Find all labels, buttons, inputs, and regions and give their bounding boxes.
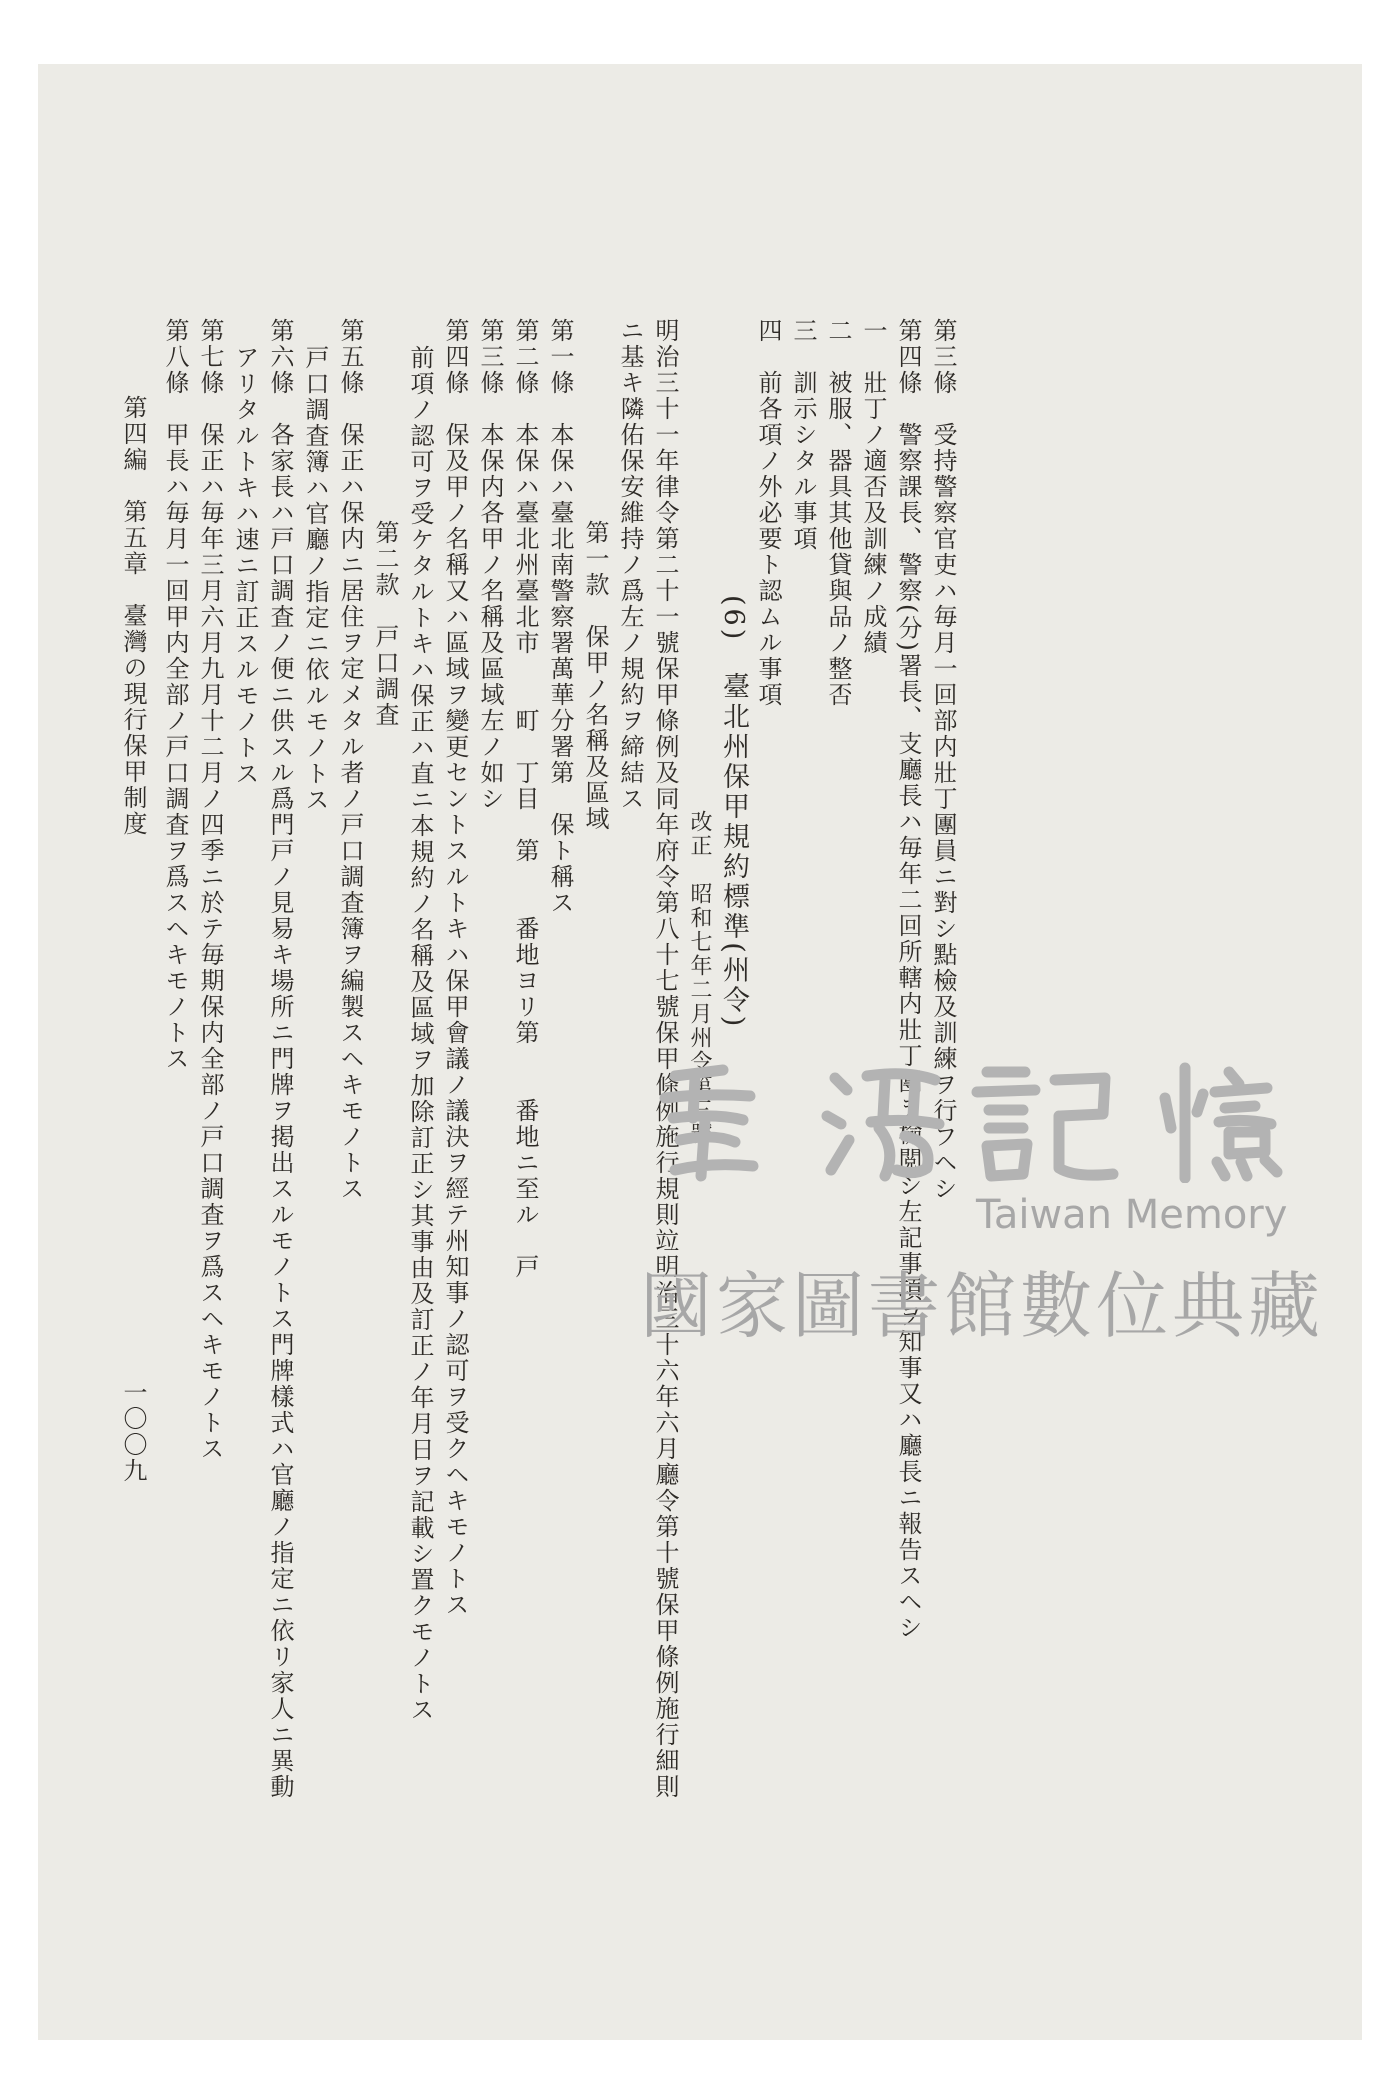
preamble-line-1: 明治三十一年律令第二十一號保甲條例及同年府令第八十七號保甲條例施行規則竝明治三十六年六月廳令第十號保甲條例施行細則 — [651, 318, 679, 1800]
article-3: 第三條 受持警察官吏ハ毎月一回部内壯丁團員ニ對シ點檢及訓練ヲ行フヘシ — [929, 318, 957, 1202]
page-number: 一〇〇九 — [119, 1380, 147, 1484]
watermark-chinese: 國家圖書館數位典藏 — [640, 1264, 1325, 1348]
watermark-calligraphy — [635, 1058, 1305, 1183]
article-2: 第二條 本保ハ臺北州臺北市 町 丁目 第 番地ヨリ第 番地ニ至ル 戸 — [511, 318, 539, 1280]
revision-note: 改正 昭和七年二月州令第三號 — [687, 810, 712, 1146]
article-8: 第八條 甲長ハ毎月一回甲内全部ノ戸口調査ヲ爲スヘキモノトス — [161, 318, 189, 1072]
article-5: 第五條 保正ハ保内ニ居住ヲ定メタル者ノ戸口調査簿ヲ編製スヘキモノトス — [336, 318, 364, 1202]
item-1: 一 壯丁ノ適否及訓練ノ成績 — [859, 318, 887, 656]
item-4: 四 前各項ノ外必要ト認ムル事項 — [754, 318, 782, 708]
article-4b-continued: 前項ノ認可ヲ受ケタルトキハ保正ハ直ニ本規約ノ名稱及區域ヲ加除訂正シ其事由及訂正ノ年月日ヲ記載シ置クモノトス — [406, 345, 434, 1723]
article-7: 第七條 保正ハ毎年三月六月九月十二月ノ四季ニ於テ毎期保内全部ノ戸口調査ヲ爲スヘキモノトス — [196, 318, 224, 1462]
preamble-line-2: ニ基キ隣佑保安維持ノ爲左ノ規約ヲ締結ス — [616, 318, 644, 812]
watermark-english: Taiwan Memory — [976, 1192, 1288, 1238]
article-6: 第六條 各家長ハ戸口調査ノ便ニ供スル爲門戸ノ見易キ場所ニ門牌ヲ掲出スルモノトス門牌樣式ハ官廳ノ指定ニ依リ家人ニ異動 — [266, 318, 294, 1800]
chapter-heading-2: 第二款 戸口調査 — [371, 520, 399, 728]
chapter-heading-1: 第一款 保甲ノ名稱及區域 — [581, 520, 609, 832]
article-6-continued: アリタルトキハ速ニ訂正スルモノトス — [231, 345, 259, 787]
article-4b: 第四條 保及甲ノ名稱又ハ區域ヲ變更セントスルトキハ保甲會議ノ議決ヲ經テ州知事ノ認可ヲ受クヘキモノトス — [441, 318, 469, 1618]
article-3b: 第三條 本保内各甲ノ名稱及區域左ノ如シ — [476, 318, 504, 812]
article-5-continued: 戸口調査簿ハ官廳ノ指定ニ依ルモノトス — [301, 345, 329, 813]
item-3: 三 訓示シタル事項 — [789, 318, 817, 552]
item-2: 二 被服、器具其他貸與品ノ整否 — [824, 318, 852, 708]
running-footer-chapter: 第四編 第五章 臺灣の現行保甲制度 — [119, 395, 147, 837]
article-4: 第四條 警察課長、警察(分)署長、支廳長ハ毎年二回所轄内壯丁團ヲ檢閲シ左記事項ヲ知事又ハ廳長ニ報告スヘシ — [894, 318, 922, 1641]
article-1: 第一條 本保ハ臺北南警察署萬華分署第 保ト稱ス — [546, 318, 574, 916]
section-title: (6) 臺北州保甲規約標準(州令) — [718, 595, 749, 1030]
